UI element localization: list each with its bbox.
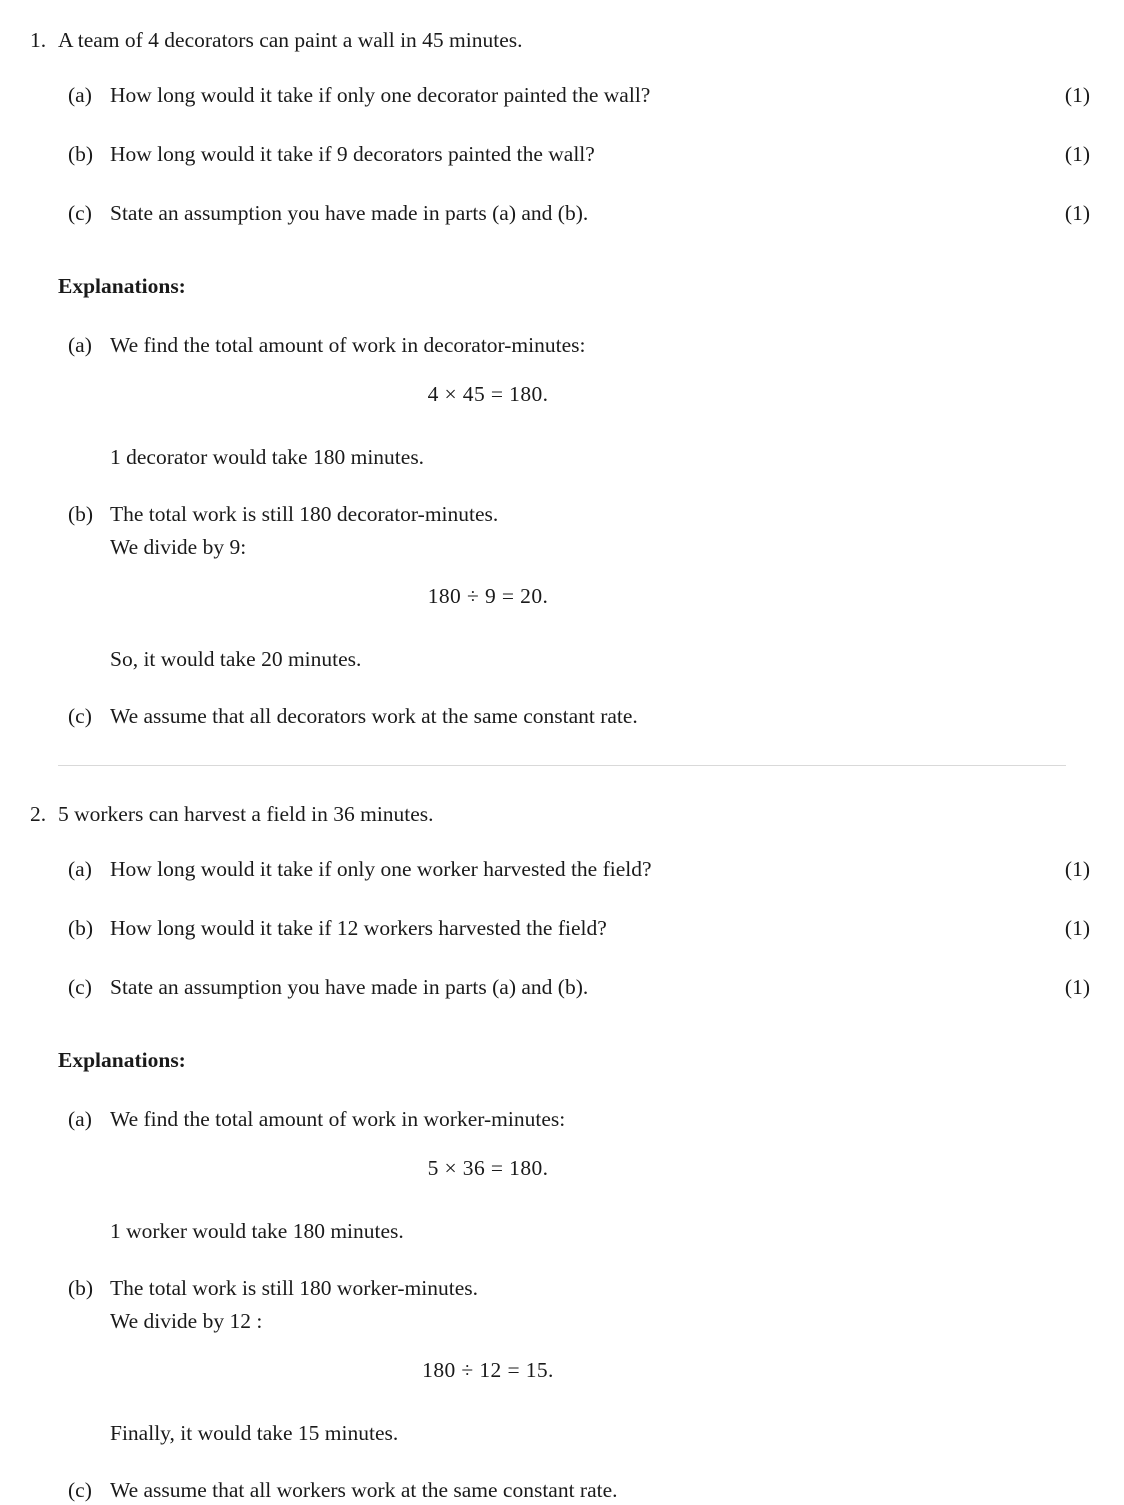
problem-1-parts bbox=[0, 81, 1124, 228]
problem-1-part-a bbox=[0, 81, 1124, 110]
problem-1-explanation-b-followup: So, it would take 20 minutes. bbox=[110, 647, 362, 672]
part-label: (b) bbox=[68, 916, 94, 941]
explanation-line: We assume that all decorators work at the same constant rate. bbox=[110, 704, 638, 729]
part-marks-badge: (1) bbox=[1064, 142, 1090, 167]
problem-2-explanation-a bbox=[0, 1105, 1124, 1197]
problem-1 bbox=[0, 26, 1124, 731]
problem-1-number: 1. bbox=[30, 28, 47, 52]
part-question-text: How long would it take if only one decorator painted the wall? bbox=[110, 83, 651, 108]
part-label: (a) bbox=[68, 857, 92, 882]
explanation-line: We assume that all workers work at the same constant rate. bbox=[110, 1478, 618, 1503]
part-label: (c) bbox=[68, 201, 92, 226]
problem-1-explanation-a bbox=[0, 331, 1124, 423]
problem-2-explanations-heading: Explanations: bbox=[58, 1048, 186, 1073]
explanation-label: (a) bbox=[68, 1107, 92, 1132]
explanation-line: We divide by 9: bbox=[110, 535, 247, 560]
problem-2-parts bbox=[0, 855, 1124, 1002]
explanation-line: We divide by 12 : bbox=[110, 1309, 263, 1334]
explanation-label: (b) bbox=[68, 1276, 94, 1301]
explanation-label: (c) bbox=[68, 704, 92, 729]
problem-1-explanation-a-followup: 1 decorator would take 180 minutes. bbox=[110, 445, 425, 470]
problem-2-part-b bbox=[0, 914, 1124, 943]
problem-2-part-c bbox=[0, 973, 1124, 1002]
problem-2-statement bbox=[0, 800, 1124, 829]
explanation-line: The total work is still 180 worker-minutes. bbox=[110, 1276, 478, 1301]
explanation-equation: 4 × 45 = 180. bbox=[427, 382, 549, 407]
problem-1-stem: A team of 4 decorators can paint a wall in 45 minutes. bbox=[58, 28, 523, 52]
explanation-label: (a) bbox=[68, 333, 92, 358]
explanation-line: The total work is still 180 decorator-minutes. bbox=[110, 502, 499, 527]
section-divider bbox=[58, 765, 1066, 766]
explanation-line: We find the total amount of work in worker-minutes: bbox=[110, 1107, 566, 1132]
part-label: (a) bbox=[68, 83, 92, 108]
problem-1-explanation-c bbox=[0, 702, 1124, 731]
explanation-line: We find the total amount of work in decorator-minutes: bbox=[110, 333, 586, 358]
part-question-text: State an assumption you have made in parts (a) and (b). bbox=[110, 201, 589, 226]
problem-2-part-a bbox=[0, 855, 1124, 884]
problem-2 bbox=[0, 800, 1124, 1505]
explanation-equation: 180 ÷ 12 = 15. bbox=[422, 1358, 554, 1383]
explanation-equation: 180 ÷ 9 = 20. bbox=[427, 584, 549, 609]
problem-2-explanation-b bbox=[0, 1274, 1124, 1399]
explanation-equation: 5 × 36 = 180. bbox=[427, 1156, 549, 1181]
problem-2-explanation-a-followup: 1 worker would take 180 minutes. bbox=[110, 1219, 404, 1244]
problem-1-explanation-b bbox=[0, 500, 1124, 625]
problem-2-explanation-c bbox=[0, 1476, 1124, 1505]
part-marks-badge: (1) bbox=[1064, 857, 1090, 882]
part-marks-badge: (1) bbox=[1064, 975, 1090, 1000]
part-marks-badge: (1) bbox=[1064, 916, 1090, 941]
explanation-label: (c) bbox=[68, 1478, 92, 1503]
part-marks-badge: (1) bbox=[1064, 201, 1090, 226]
part-marks-badge: (1) bbox=[1064, 83, 1090, 108]
problem-2-explanation-b-followup: Finally, it would take 15 minutes. bbox=[110, 1421, 399, 1446]
problem-1-part-c bbox=[0, 199, 1124, 228]
problem-2-stem: 5 workers can harvest a field in 36 minutes. bbox=[58, 802, 434, 827]
part-label: (b) bbox=[68, 142, 94, 167]
part-question-text: State an assumption you have made in parts (a) and (b). bbox=[110, 975, 589, 1000]
part-label: (c) bbox=[68, 975, 92, 1000]
part-question-text: How long would it take if only one worker harvested the field? bbox=[110, 857, 652, 882]
problem-1-explanations-heading: Explanations: bbox=[58, 274, 186, 299]
part-question-text: How long would it take if 9 decorators painted the wall? bbox=[110, 142, 595, 167]
explanation-label: (b) bbox=[68, 502, 94, 527]
problem-1-statement bbox=[0, 26, 1124, 55]
problem-2-number: 2. bbox=[30, 802, 47, 827]
part-question-text: How long would it take if 12 workers harvested the field? bbox=[110, 916, 607, 941]
problem-1-part-b bbox=[0, 140, 1124, 169]
